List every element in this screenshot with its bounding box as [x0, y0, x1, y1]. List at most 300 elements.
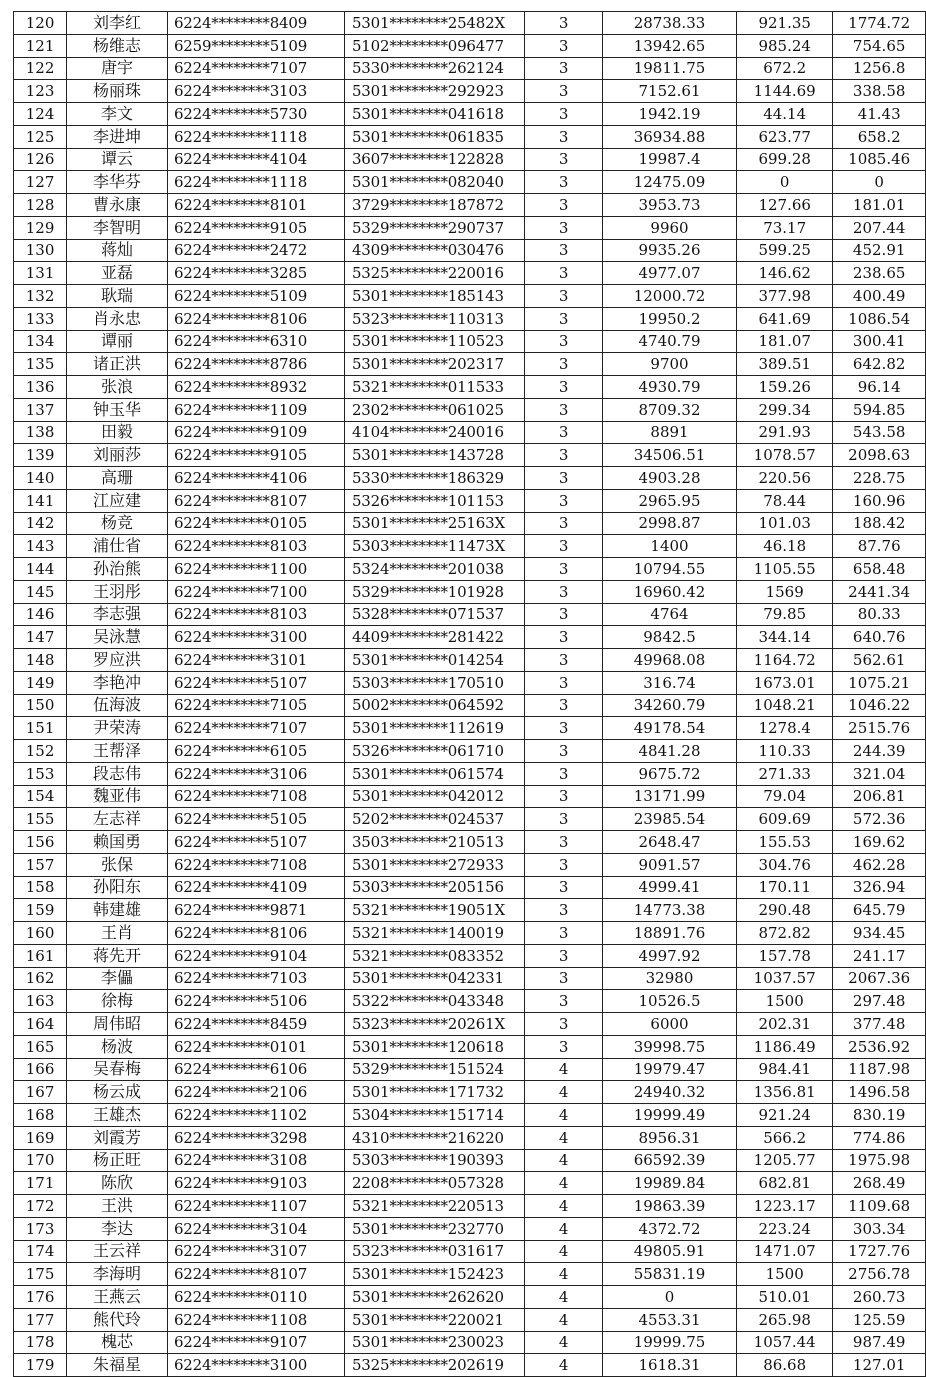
table-row — [14, 262, 926, 285]
name-cell: 杨云成 — [67, 1081, 168, 1104]
row-number-cell: 168 — [14, 1104, 67, 1127]
row-number-cell: 165 — [14, 1035, 67, 1058]
bank-card-cell: 6224********0110 — [167, 1286, 344, 1309]
group-cell: 3 — [525, 1035, 603, 1058]
name-cell: 李儡 — [67, 967, 168, 990]
id-number-cell: 5301********061835 — [344, 125, 524, 148]
row-number-cell: 161 — [14, 944, 67, 967]
name-cell: 谭云 — [67, 148, 168, 171]
group-cell: 4 — [525, 1104, 603, 1127]
amount-cell: 9842.5 — [602, 626, 736, 649]
bank-card-cell: 6224********1107 — [167, 1195, 344, 1218]
amount-3-cell: 87.76 — [833, 535, 926, 558]
name-cell: 蒋先开 — [67, 944, 168, 967]
row-number-cell: 170 — [14, 1149, 67, 1172]
bank-card-cell: 6224********4106 — [167, 467, 344, 490]
amount-2-cell: 265.98 — [737, 1308, 833, 1331]
id-number-cell: 5303********190393 — [344, 1149, 524, 1172]
table-row — [14, 489, 926, 512]
row-number-cell: 124 — [14, 103, 67, 126]
row-number-cell: 123 — [14, 80, 67, 103]
row-number-cell: 171 — [14, 1172, 67, 1195]
amount-cell: 9935.26 — [602, 239, 736, 262]
name-cell: 朱福星 — [67, 1354, 168, 1377]
amount-3-cell: 658.48 — [833, 558, 926, 581]
amount-3-cell: 238.65 — [833, 262, 926, 285]
id-number-cell: 5301********185143 — [344, 285, 524, 308]
amount-cell: 34260.79 — [602, 694, 736, 717]
table-row — [14, 831, 926, 854]
amount-2-cell: 1057.44 — [737, 1331, 833, 1354]
name-cell: 尹荣涛 — [67, 717, 168, 740]
amount-3-cell: 400.49 — [833, 285, 926, 308]
table-row — [14, 1308, 926, 1331]
name-cell: 槐芯 — [67, 1331, 168, 1354]
group-cell: 4 — [525, 1172, 603, 1195]
amount-cell: 19999.49 — [602, 1104, 736, 1127]
bank-card-cell: 6224********3101 — [167, 649, 344, 672]
table-row — [14, 785, 926, 808]
amount-3-cell: 338.58 — [833, 80, 926, 103]
row-number-cell: 156 — [14, 831, 67, 854]
row-number-cell: 158 — [14, 876, 67, 899]
row-number-cell: 129 — [14, 216, 67, 239]
amount-cell: 19811.75 — [602, 57, 736, 80]
group-cell: 3 — [525, 512, 603, 535]
amount-2-cell: 86.68 — [737, 1354, 833, 1377]
row-number-cell: 162 — [14, 967, 67, 990]
name-cell: 罗应洪 — [67, 649, 168, 672]
amount-2-cell: 872.82 — [737, 922, 833, 945]
name-cell: 王肖 — [67, 922, 168, 945]
amount-cell: 8891 — [602, 421, 736, 444]
amount-2-cell: 271.33 — [737, 762, 833, 785]
row-number-cell: 142 — [14, 512, 67, 535]
amount-2-cell: 110.33 — [737, 740, 833, 763]
id-number-cell: 5323********20261X — [344, 1013, 524, 1036]
amount-3-cell: 1975.98 — [833, 1149, 926, 1172]
row-number-cell: 128 — [14, 194, 67, 217]
amount-3-cell: 572.36 — [833, 808, 926, 831]
amount-3-cell: 640.76 — [833, 626, 926, 649]
amount-3-cell: 0 — [833, 171, 926, 194]
id-number-cell: 5301********202317 — [344, 353, 524, 376]
bank-card-cell: 6224********8932 — [167, 376, 344, 399]
table-row — [14, 649, 926, 672]
amount-cell: 49178.54 — [602, 717, 736, 740]
amount-2-cell: 1673.01 — [737, 671, 833, 694]
id-number-cell: 5326********061710 — [344, 740, 524, 763]
name-cell: 李艳冲 — [67, 671, 168, 694]
amount-cell: 19950.2 — [602, 307, 736, 330]
group-cell: 4 — [525, 1308, 603, 1331]
amount-cell: 4997.92 — [602, 944, 736, 967]
id-number-cell: 5328********071537 — [344, 603, 524, 626]
bank-card-cell: 6224********8103 — [167, 535, 344, 558]
amount-cell: 1942.19 — [602, 103, 736, 126]
name-cell: 王羽彤 — [67, 580, 168, 603]
amount-3-cell: 1187.98 — [833, 1058, 926, 1081]
bank-card-cell: 6224********1109 — [167, 398, 344, 421]
bank-card-cell: 6224********5107 — [167, 831, 344, 854]
table-row — [14, 103, 926, 126]
table-row — [14, 444, 926, 467]
name-cell: 孙治熊 — [67, 558, 168, 581]
bank-card-cell: 6224********3298 — [167, 1126, 344, 1149]
row-number-cell: 151 — [14, 717, 67, 740]
amount-cell: 4999.41 — [602, 876, 736, 899]
group-cell: 3 — [525, 922, 603, 945]
group-cell: 4 — [525, 1195, 603, 1218]
id-number-cell: 5329********101928 — [344, 580, 524, 603]
group-cell: 4 — [525, 1058, 603, 1081]
id-number-cell: 5326********101153 — [344, 489, 524, 512]
amount-cell: 0 — [602, 1286, 736, 1309]
group-cell: 3 — [525, 853, 603, 876]
name-cell: 李海明 — [67, 1263, 168, 1286]
bank-card-cell: 6224********5109 — [167, 285, 344, 308]
amount-2-cell: 299.34 — [737, 398, 833, 421]
amount-2-cell: 170.11 — [737, 876, 833, 899]
bank-card-cell: 6224********1102 — [167, 1104, 344, 1127]
row-number-cell: 157 — [14, 853, 67, 876]
amount-3-cell: 658.2 — [833, 125, 926, 148]
amount-cell: 49805.91 — [602, 1240, 736, 1263]
name-cell: 王雄杰 — [67, 1104, 168, 1127]
id-number-cell: 5202********024537 — [344, 808, 524, 831]
row-number-cell: 169 — [14, 1126, 67, 1149]
group-cell: 3 — [525, 285, 603, 308]
amount-2-cell: 641.69 — [737, 307, 833, 330]
group-cell: 3 — [525, 489, 603, 512]
amount-cell: 2648.47 — [602, 831, 736, 854]
id-number-cell: 4104********240016 — [344, 421, 524, 444]
row-number-cell: 140 — [14, 467, 67, 490]
bank-card-cell: 6259********5109 — [167, 34, 344, 57]
amount-cell: 9675.72 — [602, 762, 736, 785]
table-row — [14, 125, 926, 148]
amount-2-cell: 291.93 — [737, 421, 833, 444]
table-row — [14, 1331, 926, 1354]
amount-3-cell: 562.61 — [833, 649, 926, 672]
group-cell: 3 — [525, 1013, 603, 1036]
table-row — [14, 421, 926, 444]
group-cell: 3 — [525, 34, 603, 57]
table-row — [14, 148, 926, 171]
amount-cell: 10794.55 — [602, 558, 736, 581]
id-number-cell: 5301********061574 — [344, 762, 524, 785]
bank-card-cell: 6224********5106 — [167, 990, 344, 1013]
amount-cell: 28738.33 — [602, 12, 736, 35]
bank-card-cell: 6224********6310 — [167, 330, 344, 353]
amount-3-cell: 774.86 — [833, 1126, 926, 1149]
amount-2-cell: 1278.4 — [737, 717, 833, 740]
amount-2-cell: 0 — [737, 171, 833, 194]
name-cell: 高珊 — [67, 467, 168, 490]
amount-cell: 14773.38 — [602, 899, 736, 922]
id-number-cell: 5301********112619 — [344, 717, 524, 740]
group-cell: 3 — [525, 125, 603, 148]
id-number-cell: 3503********210513 — [344, 831, 524, 854]
bank-card-cell: 6224********4104 — [167, 148, 344, 171]
row-number-cell: 137 — [14, 398, 67, 421]
amount-cell: 66592.39 — [602, 1149, 736, 1172]
group-cell: 4 — [525, 1240, 603, 1263]
name-cell: 田毅 — [67, 421, 168, 444]
id-number-cell: 5321********140019 — [344, 922, 524, 945]
row-number-cell: 127 — [14, 171, 67, 194]
id-number-cell: 5329********151524 — [344, 1058, 524, 1081]
name-cell: 孙阳东 — [67, 876, 168, 899]
id-number-cell: 5301********230023 — [344, 1331, 524, 1354]
id-number-cell: 5321********011533 — [344, 376, 524, 399]
table-row — [14, 944, 926, 967]
name-cell: 杨竞 — [67, 512, 168, 535]
amount-2-cell: 78.44 — [737, 489, 833, 512]
amount-3-cell: 1496.58 — [833, 1081, 926, 1104]
group-cell: 3 — [525, 694, 603, 717]
amount-cell: 4740.79 — [602, 330, 736, 353]
row-number-cell: 167 — [14, 1081, 67, 1104]
amount-cell: 8709.32 — [602, 398, 736, 421]
name-cell: 刘丽莎 — [67, 444, 168, 467]
row-number-cell: 125 — [14, 125, 67, 148]
row-number-cell: 159 — [14, 899, 67, 922]
bank-card-cell: 6224********3104 — [167, 1217, 344, 1240]
group-cell: 4 — [525, 1217, 603, 1240]
group-cell: 3 — [525, 580, 603, 603]
name-cell: 江应建 — [67, 489, 168, 512]
bank-card-cell: 6224********3106 — [167, 762, 344, 785]
bank-card-cell: 6224********9105 — [167, 444, 344, 467]
amount-2-cell: 79.04 — [737, 785, 833, 808]
id-number-cell: 5301********082040 — [344, 171, 524, 194]
table-row — [14, 1263, 926, 1286]
group-cell: 4 — [525, 1149, 603, 1172]
id-number-cell: 5303********170510 — [344, 671, 524, 694]
bank-card-cell: 6224********1108 — [167, 1308, 344, 1331]
group-cell: 3 — [525, 876, 603, 899]
amount-cell: 9700 — [602, 353, 736, 376]
group-cell: 4 — [525, 1331, 603, 1354]
amount-cell: 13942.65 — [602, 34, 736, 57]
id-number-cell: 5301********272933 — [344, 853, 524, 876]
table-row — [14, 922, 926, 945]
bank-card-cell: 6224********9103 — [167, 1172, 344, 1195]
amount-cell: 23985.54 — [602, 808, 736, 831]
name-cell: 赖国勇 — [67, 831, 168, 854]
group-cell: 3 — [525, 671, 603, 694]
bank-card-cell: 6224********9105 — [167, 216, 344, 239]
row-number-cell: 146 — [14, 603, 67, 626]
table-row — [14, 1058, 926, 1081]
row-number-cell: 148 — [14, 649, 67, 672]
table-row — [14, 171, 926, 194]
amount-2-cell: 1500 — [737, 990, 833, 1013]
amount-cell: 4764 — [602, 603, 736, 626]
group-cell: 3 — [525, 626, 603, 649]
amount-2-cell: 46.18 — [737, 535, 833, 558]
id-number-cell: 5301********042012 — [344, 785, 524, 808]
row-number-cell: 175 — [14, 1263, 67, 1286]
table-row — [14, 740, 926, 763]
amount-cell: 4372.72 — [602, 1217, 736, 1240]
amount-2-cell: 304.76 — [737, 853, 833, 876]
id-number-cell: 5325********202619 — [344, 1354, 524, 1377]
id-number-cell: 5301********25163X — [344, 512, 524, 535]
name-cell: 钟玉华 — [67, 398, 168, 421]
name-cell: 韩建雄 — [67, 899, 168, 922]
row-number-cell: 145 — [14, 580, 67, 603]
amount-cell: 4903.28 — [602, 467, 736, 490]
amount-cell: 2965.95 — [602, 489, 736, 512]
amount-3-cell: 181.01 — [833, 194, 926, 217]
amount-3-cell: 2067.36 — [833, 967, 926, 990]
bank-card-cell: 6224********5107 — [167, 671, 344, 694]
table-row — [14, 34, 926, 57]
amount-3-cell: 754.65 — [833, 34, 926, 57]
id-number-cell: 2208********057328 — [344, 1172, 524, 1195]
amount-2-cell: 1037.57 — [737, 967, 833, 990]
name-cell: 杨维志 — [67, 34, 168, 57]
row-number-cell: 122 — [14, 57, 67, 80]
table-row — [14, 330, 926, 353]
table-row — [14, 1013, 926, 1036]
amount-3-cell: 207.44 — [833, 216, 926, 239]
id-number-cell: 5301********262620 — [344, 1286, 524, 1309]
table-row — [14, 398, 926, 421]
row-number-cell: 179 — [14, 1354, 67, 1377]
row-number-cell: 144 — [14, 558, 67, 581]
id-number-cell: 5301********110523 — [344, 330, 524, 353]
amount-3-cell: 244.39 — [833, 740, 926, 763]
row-number-cell: 163 — [14, 990, 67, 1013]
bank-card-cell: 6224********9871 — [167, 899, 344, 922]
id-number-cell: 5102********096477 — [344, 34, 524, 57]
amount-2-cell: 921.35 — [737, 12, 833, 35]
bank-card-cell: 6224********1118 — [167, 125, 344, 148]
group-cell: 3 — [525, 535, 603, 558]
amount-3-cell: 642.82 — [833, 353, 926, 376]
amount-3-cell: 1256.8 — [833, 57, 926, 80]
name-cell: 王云祥 — [67, 1240, 168, 1263]
row-number-cell: 120 — [14, 12, 67, 35]
amount-2-cell: 699.28 — [737, 148, 833, 171]
row-number-cell: 121 — [14, 34, 67, 57]
amount-2-cell: 377.98 — [737, 285, 833, 308]
table-row — [14, 717, 926, 740]
amount-cell: 12000.72 — [602, 285, 736, 308]
amount-3-cell: 268.49 — [833, 1172, 926, 1195]
amount-2-cell: 389.51 — [737, 353, 833, 376]
row-number-cell: 136 — [14, 376, 67, 399]
amount-2-cell: 1471.07 — [737, 1240, 833, 1263]
amount-2-cell: 101.03 — [737, 512, 833, 535]
group-cell: 4 — [525, 1354, 603, 1377]
name-cell: 李达 — [67, 1217, 168, 1240]
group-cell: 4 — [525, 1286, 603, 1309]
bank-card-cell: 6224********8107 — [167, 1263, 344, 1286]
table-row — [14, 1172, 926, 1195]
amount-cell: 4553.31 — [602, 1308, 736, 1331]
bank-card-cell: 6224********8106 — [167, 922, 344, 945]
table-row — [14, 671, 926, 694]
amount-cell: 19999.75 — [602, 1331, 736, 1354]
amount-3-cell: 326.94 — [833, 876, 926, 899]
group-cell: 3 — [525, 808, 603, 831]
id-number-cell: 2302********061025 — [344, 398, 524, 421]
amount-3-cell: 125.59 — [833, 1308, 926, 1331]
amount-2-cell: 79.85 — [737, 603, 833, 626]
amount-3-cell: 2441.34 — [833, 580, 926, 603]
table-row — [14, 1354, 926, 1377]
group-cell: 3 — [525, 831, 603, 854]
amount-3-cell: 2098.63 — [833, 444, 926, 467]
amount-3-cell: 377.48 — [833, 1013, 926, 1036]
group-cell: 3 — [525, 57, 603, 80]
amount-cell: 7152.61 — [602, 80, 736, 103]
group-cell: 3 — [525, 740, 603, 763]
table-row — [14, 1126, 926, 1149]
amount-2-cell: 1164.72 — [737, 649, 833, 672]
row-number-cell: 153 — [14, 762, 67, 785]
group-cell: 3 — [525, 467, 603, 490]
row-number-cell: 155 — [14, 808, 67, 831]
records-table — [13, 11, 926, 1377]
group-cell: 3 — [525, 330, 603, 353]
bank-card-cell: 6224********3107 — [167, 1240, 344, 1263]
bank-card-cell: 6224********2472 — [167, 239, 344, 262]
id-number-cell: 5301********014254 — [344, 649, 524, 672]
group-cell: 3 — [525, 80, 603, 103]
amount-cell: 49968.08 — [602, 649, 736, 672]
row-number-cell: 178 — [14, 1331, 67, 1354]
id-number-cell: 5301********25482X — [344, 12, 524, 35]
bank-card-cell: 6224********1100 — [167, 558, 344, 581]
bank-card-cell: 6224********8409 — [167, 12, 344, 35]
amount-3-cell: 543.58 — [833, 421, 926, 444]
bank-card-cell: 6224********7108 — [167, 785, 344, 808]
group-cell: 3 — [525, 717, 603, 740]
amount-3-cell: 300.41 — [833, 330, 926, 353]
amount-2-cell: 609.69 — [737, 808, 833, 831]
table-row — [14, 216, 926, 239]
amount-cell: 55831.19 — [602, 1263, 736, 1286]
row-number-cell: 141 — [14, 489, 67, 512]
amount-3-cell: 830.19 — [833, 1104, 926, 1127]
id-number-cell: 5301********152423 — [344, 1263, 524, 1286]
row-number-cell: 166 — [14, 1058, 67, 1081]
id-number-cell: 5301********292923 — [344, 80, 524, 103]
row-number-cell: 130 — [14, 239, 67, 262]
amount-cell: 1618.31 — [602, 1354, 736, 1377]
group-cell: 4 — [525, 1081, 603, 1104]
row-number-cell: 126 — [14, 148, 67, 171]
row-number-cell: 152 — [14, 740, 67, 763]
amount-2-cell: 73.17 — [737, 216, 833, 239]
row-number-cell: 149 — [14, 671, 67, 694]
name-cell: 亚磊 — [67, 262, 168, 285]
group-cell: 3 — [525, 12, 603, 35]
id-number-cell: 5321********220513 — [344, 1195, 524, 1218]
amount-cell: 4930.79 — [602, 376, 736, 399]
amount-2-cell: 985.24 — [737, 34, 833, 57]
id-number-cell: 5323********110313 — [344, 307, 524, 330]
amount-2-cell: 157.78 — [737, 944, 833, 967]
name-cell: 刘霞芳 — [67, 1126, 168, 1149]
amount-cell: 1400 — [602, 535, 736, 558]
row-number-cell: 154 — [14, 785, 67, 808]
